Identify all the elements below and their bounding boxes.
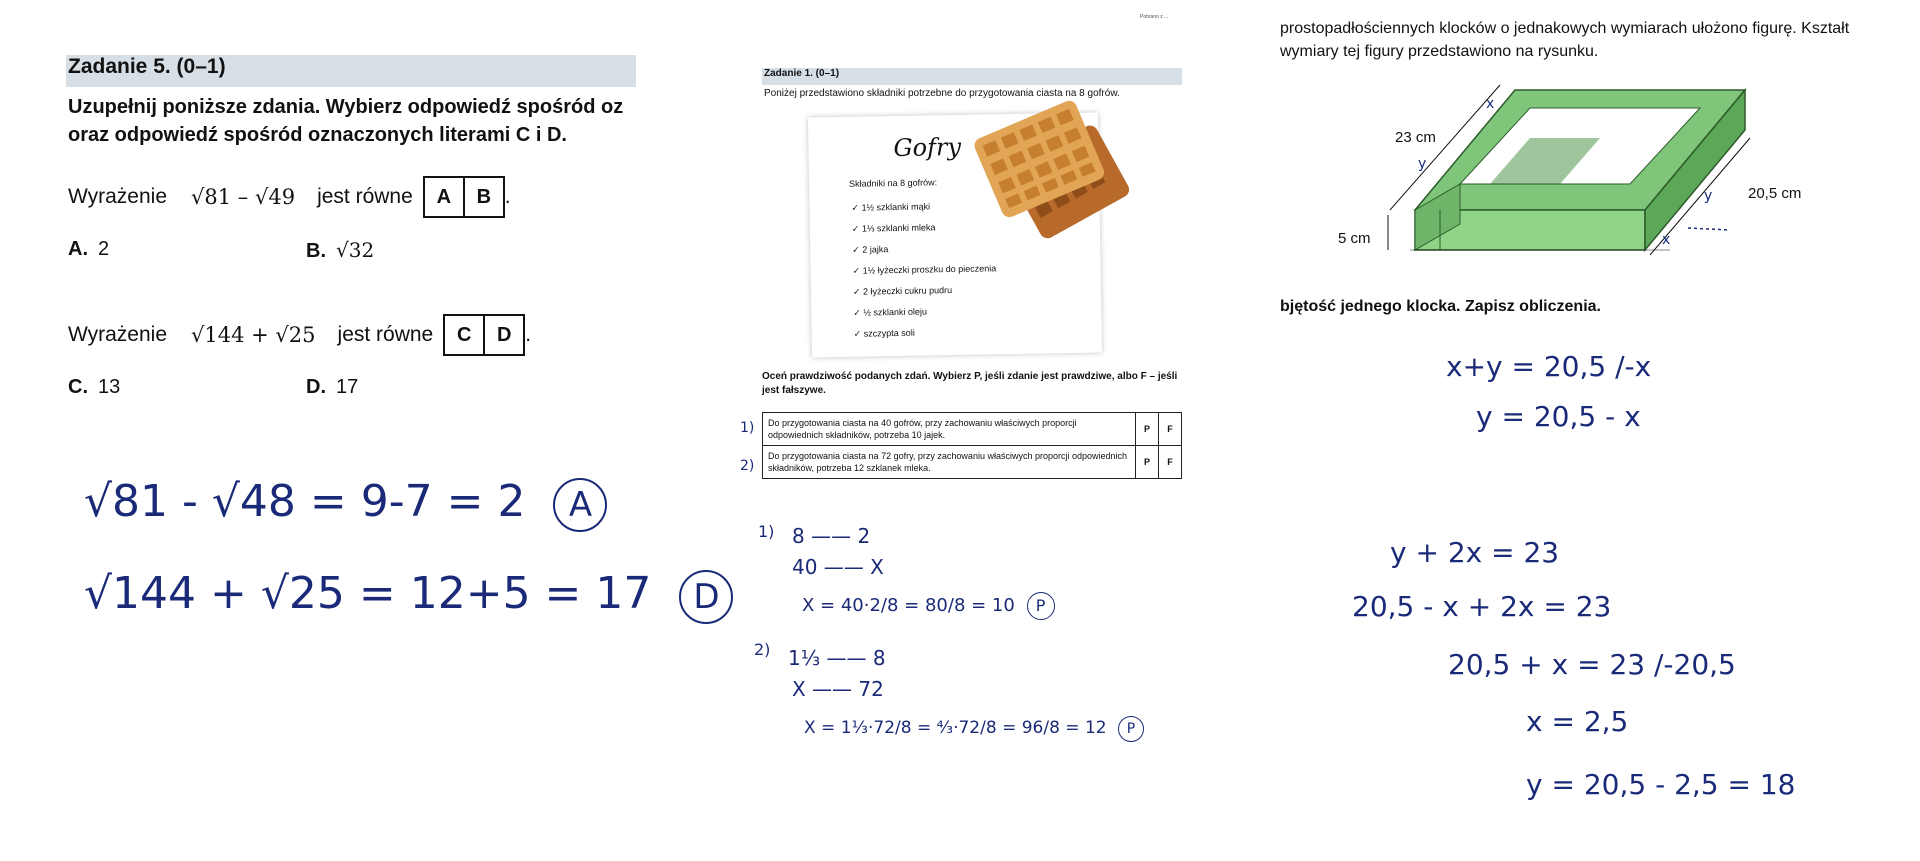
option-d: D. 17: [306, 376, 359, 398]
ingredient-item: ✓ 2 jajka: [852, 244, 889, 255]
label-x: x: [1486, 96, 1495, 112]
answer-b[interactable]: B: [463, 178, 503, 216]
ingredient-item: ✓ 1⅓ szklanki mleka: [851, 222, 936, 234]
solution-label: 1): [758, 522, 775, 541]
choice-f[interactable]: F: [1159, 413, 1182, 446]
ingredient-item: ✓ 1½ szklanki mąki: [851, 201, 931, 213]
expression-prefix: Wyrażenie: [68, 323, 168, 346]
solution-line: 1⅓ —— 8: [788, 646, 886, 670]
task-intro: Poniżej przedstawiono składniki potrzebne do przygotowania ciasta na 8 gofrów.: [764, 88, 1120, 99]
calc-line: y + 2x = 23: [1390, 536, 1560, 569]
task-instruction: bjętość jednego klocka. Zapisz obliczenia.: [1280, 298, 1601, 315]
answer-box-cd[interactable]: [443, 314, 525, 356]
calc-line: y = 20,5 - 2,5 = 18: [1526, 768, 1796, 801]
task-text-line-2: wymiary tej figury przedstawiono na rysunku.: [1280, 43, 1599, 60]
solution-line: 40 —— X: [792, 555, 884, 579]
ingredient-item: ✓ 2 łyżeczki cukru pudru: [852, 285, 953, 297]
circled-answer: D: [679, 570, 733, 624]
dimension-label-23: 23 cm: [1395, 129, 1436, 146]
circled-answer: P: [1027, 592, 1055, 620]
row-number: 2): [740, 458, 755, 474]
expression-2: Wyrażenie √144 + √25 jest równe C D .: [68, 314, 531, 356]
instruction-line-1: Uzupełnij poniższe zdania. Wybierz odpowiedź spośród oz: [68, 96, 624, 118]
task5-panel: [0, 0, 720, 861]
answer-d[interactable]: D: [483, 316, 523, 354]
option-c: C. 13: [68, 376, 121, 398]
answer-a[interactable]: A: [436, 185, 452, 208]
answer-box-ab[interactable]: [423, 176, 505, 218]
choice-p[interactable]: P: [1136, 413, 1159, 446]
task-title: Zadanie 1. (0–1): [764, 68, 840, 79]
handwritten-line-1: √81 - √48 = 9-7 = 2 A: [84, 476, 607, 532]
calc-line: y = 20,5 - x: [1476, 400, 1641, 433]
task1-panel: [740, 0, 1210, 861]
solution-line: X = 1⅓·72/8 = ⁴⁄₃·72/8 = 96/8 = 12 P: [804, 716, 1144, 742]
option-a: A. 2: [68, 238, 110, 260]
solution-line: 8 —— 2: [792, 524, 871, 548]
table-row: [763, 446, 1182, 479]
expression-math: √81 – √49: [191, 185, 296, 209]
blocks-panel: [1270, 0, 1920, 861]
recipe-title: Gofry: [893, 132, 962, 163]
choice-p[interactable]: P: [1136, 446, 1159, 479]
ingredient-item: ✓ 1½ łyżeczki proszku do pieczenia: [852, 263, 997, 276]
table-row: [763, 413, 1182, 446]
label-y: y: [1418, 156, 1427, 172]
recipe-card: [808, 112, 1102, 357]
label-x: x: [1662, 232, 1671, 248]
statement-text: Do przygotowania ciasta na 40 gofrów, przy zachowaniu właściwych proporcji odpowiednich składników, potrzeba 10 jajek.: [763, 413, 1136, 446]
expression-suffix: jest równe: [317, 185, 413, 208]
handwritten-line-2: √144 + √25 = 12+5 = 17 D: [84, 568, 733, 624]
calc-line: x = 2,5: [1526, 705, 1629, 738]
true-false-table: [762, 412, 1182, 479]
calc-line: 20,5 - x + 2x = 23: [1352, 590, 1612, 623]
answer-c[interactable]: C: [457, 323, 472, 346]
solution-label: 2): [754, 640, 771, 659]
task-text-line-1: prostopadłościennych klocków o jednakowych wymiarach ułożono figurę. Kształt: [1280, 20, 1850, 37]
corner-note: Pobrano z ...: [1140, 14, 1169, 20]
recipe-subtitle: Składniki na 8 gofrów:: [849, 177, 938, 189]
expression-1: Wyrażenie √81 – √49 jest równe A B .: [68, 176, 511, 218]
dimension-label-20-5: 20,5 cm: [1748, 185, 1802, 202]
waffle-image: [973, 107, 1135, 250]
circled-answer: A: [553, 478, 607, 532]
expression-prefix: Wyrażenie: [68, 185, 168, 208]
question-text: Oceń prawdziwość podanych zdań. Wybierz P, jeśli zdanie jest prawdziwe, albo F – jeśli jest fałszywe.: [762, 371, 1178, 396]
instruction-line-2: oraz odpowiedź spośród oznaczonych literami C i D.: [68, 124, 567, 146]
calc-line: 20,5 + x = 23 /-20,5: [1448, 648, 1736, 681]
calc-line: x+y = 20,5 /-x: [1446, 350, 1652, 383]
ingredient-item: ✓ ½ szklanki oleju: [853, 306, 928, 318]
statement-text: Do przygotowania ciasta na 72 gofry, przy zachowaniu właściwych proporcji odpowiednich składników, potrzeba 12 szklanek mleka.: [763, 446, 1136, 479]
label-y: y: [1704, 188, 1713, 204]
blocks-figure: [1270, 80, 1802, 280]
solution-line: X —— 72: [792, 677, 884, 701]
circled-answer: P: [1118, 716, 1144, 742]
expression-math: √144 + √25: [191, 323, 316, 347]
task-title: Zadanie 5. (0–1): [68, 55, 226, 78]
solution-line: X = 40·2/8 = 80/8 = 10 P: [802, 592, 1055, 620]
choice-f[interactable]: F: [1159, 446, 1182, 479]
ingredient-item: ✓ szczypta soli: [853, 327, 915, 339]
dimension-label-5: 5 cm: [1338, 230, 1371, 247]
row-number: 1): [740, 420, 755, 436]
expression-suffix: jest równe: [337, 323, 434, 346]
option-b: B. √32: [306, 238, 375, 262]
